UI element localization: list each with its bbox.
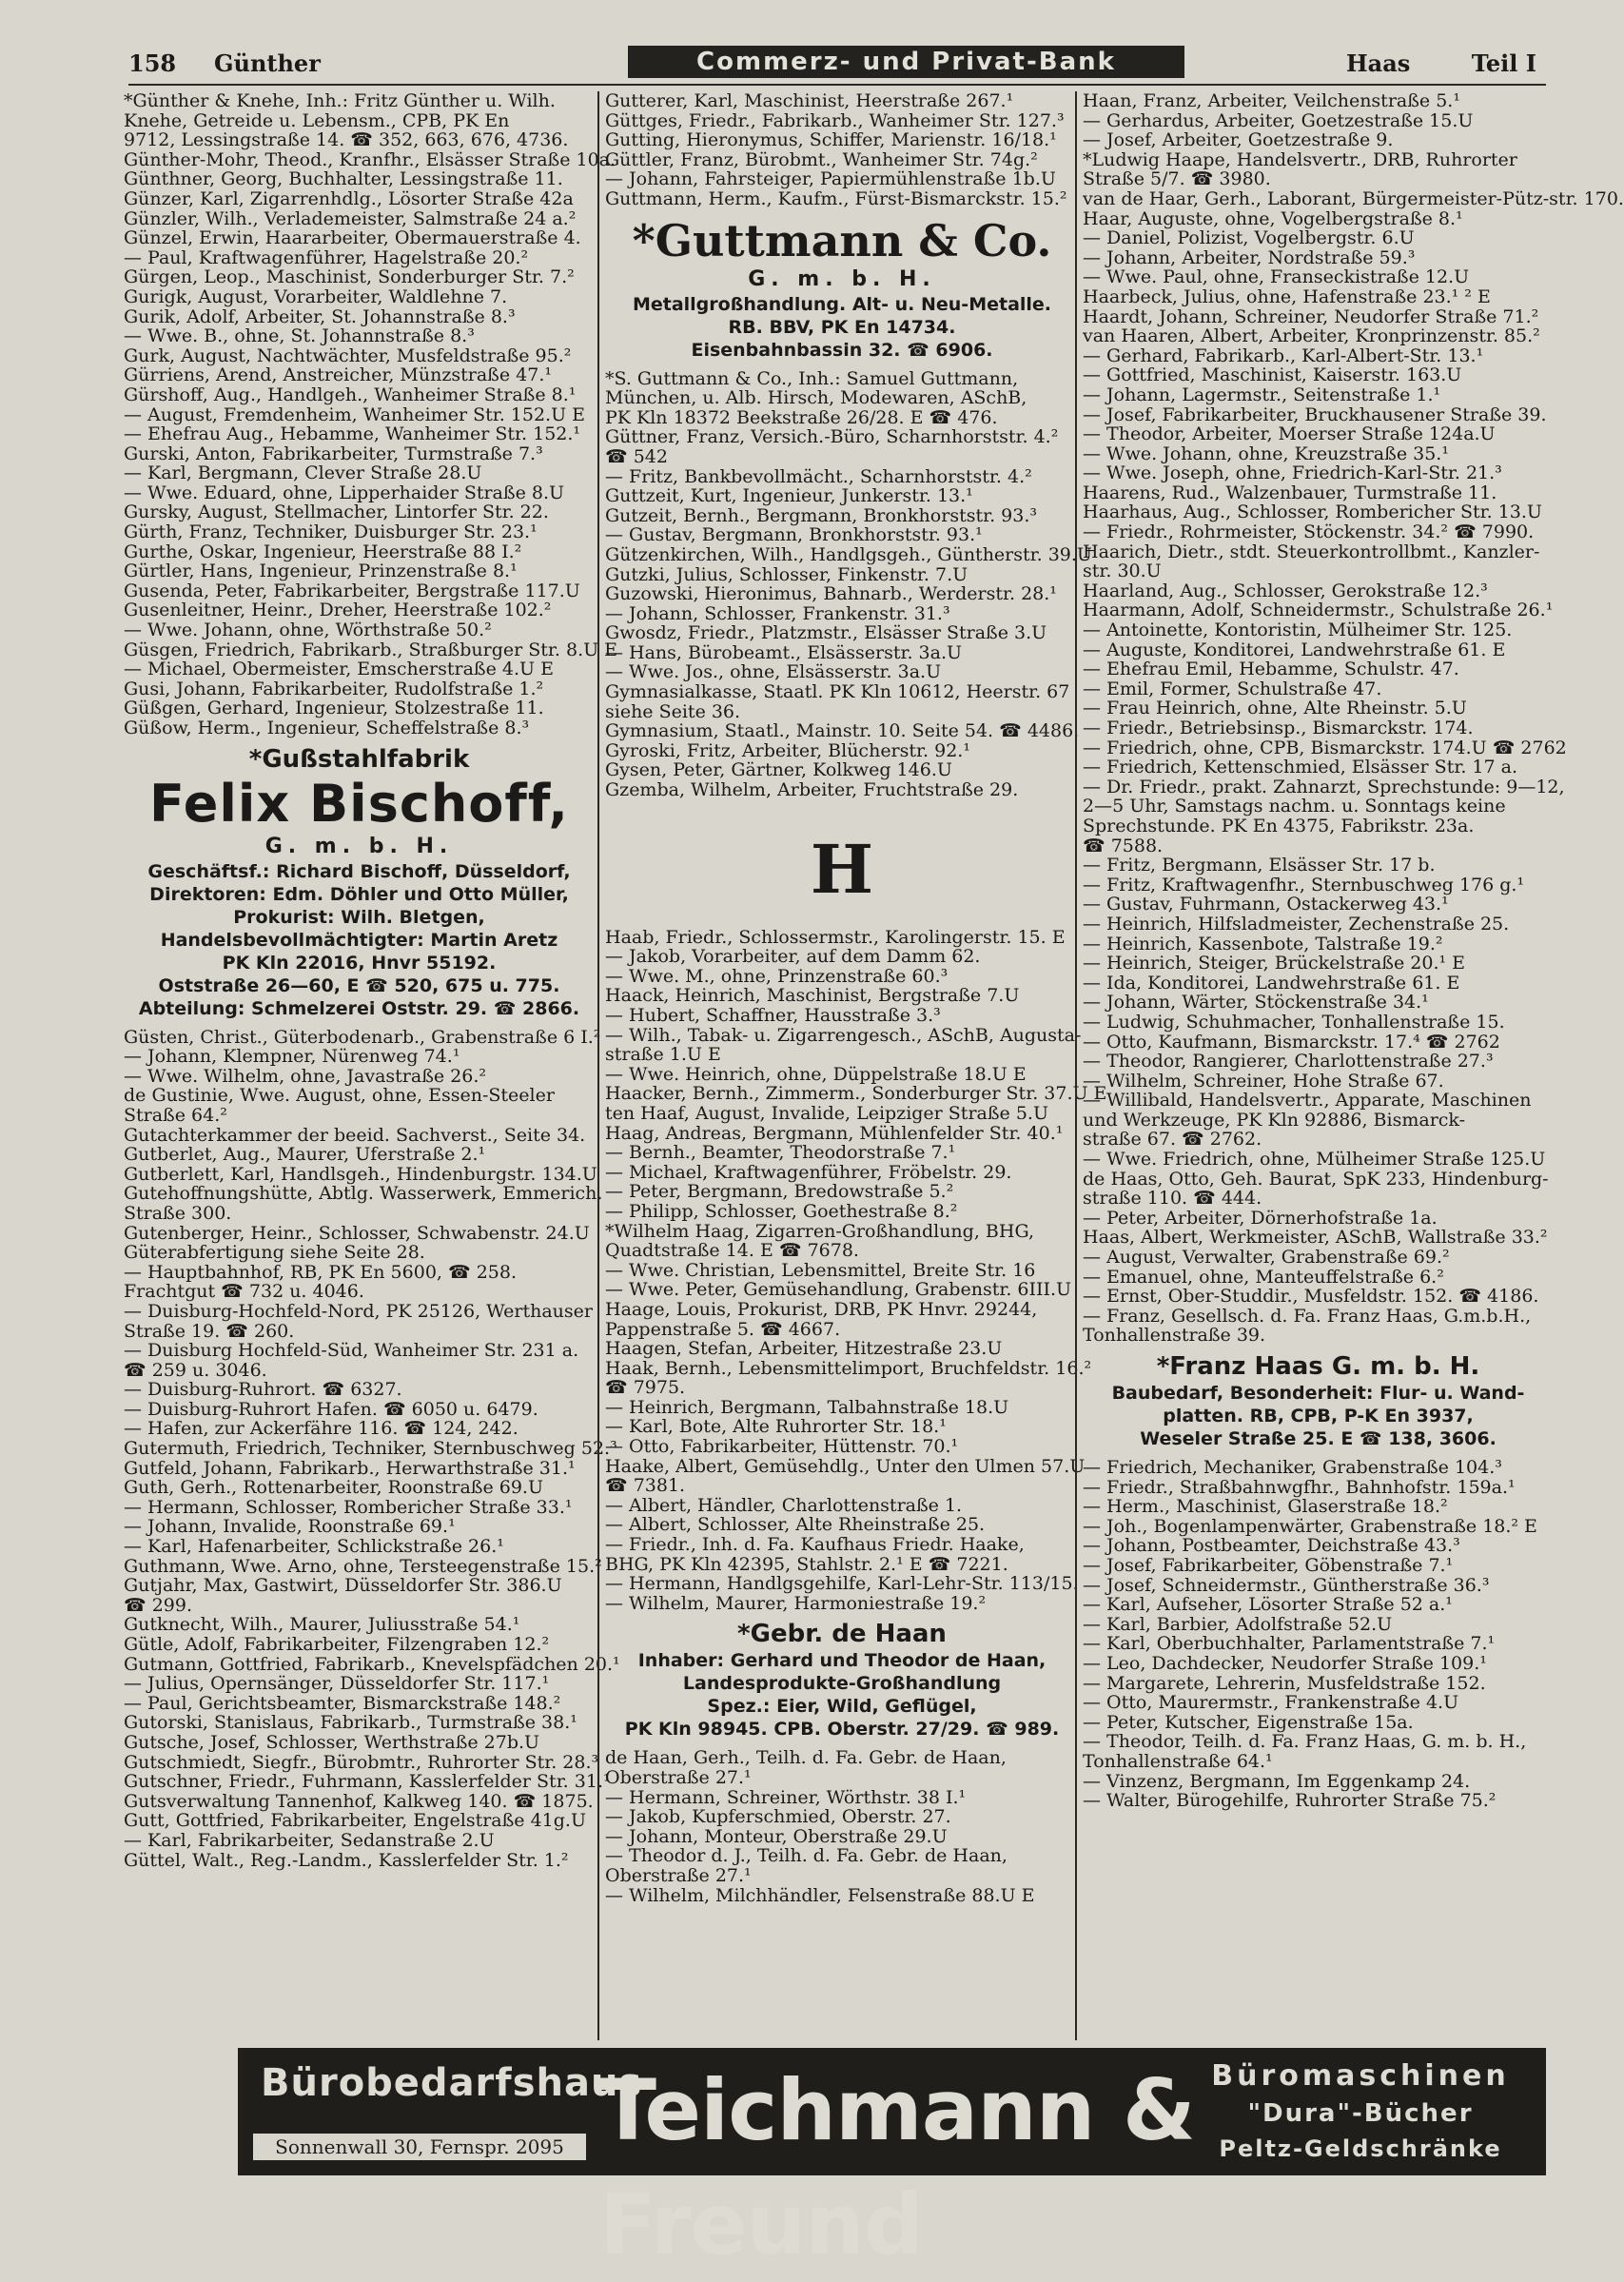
col2-entries-d <box>605 1748 1079 1905</box>
ad-franz-haas-lines <box>1083 1382 1554 1450</box>
column-3 <box>1075 90 1624 2040</box>
directory-entry: ten Haaf, August, Invalide, Leipziger Straße 5.U <box>605 1102 1048 1124</box>
directory-entry: Haag, Andreas, Bergmann, Mühlenfelder Str. 40.¹ <box>605 1122 1064 1144</box>
ad-gebr-de-haan-name: *Gebr. de Haan <box>737 1620 947 1649</box>
col3-entries-a <box>1083 90 1624 1347</box>
directory-entry: — Ernst, Ober-Studdir., Musfeldstr. 152. ☎ 4186. <box>1083 1286 1539 1308</box>
directory-entry: Haan, Franz, Arbeiter, Veilchenstraße 5.¹ <box>1083 90 1460 111</box>
directory-entry: — Duisburg-Ruhrort. ☎ 6327. <box>124 1379 402 1401</box>
directory-entry: *Wilhelm Haag, Zigarren-Großhandlung, BHG, <box>605 1220 1034 1242</box>
footer-right-line-1: Büromaschinen <box>1211 2059 1510 2093</box>
ad-guttmann-form: G. m. b. H. <box>748 266 936 291</box>
directory-entry: — Willibald, Handelsvertr., Apparate, Maschinen <box>1083 1090 1532 1111</box>
ad-line: Direktoren: Edm. Döhler und Otto Müller, <box>149 883 569 905</box>
directory-entry: — Wwe. Paul, ohne, Franseckistraße 12.U <box>1083 266 1470 288</box>
ad-felix-bischoff-lines <box>124 860 595 1020</box>
directory-entry: — Friedr., Rohrmeister, Stöckenstr. 34.² ☎ 7990. <box>1083 521 1535 543</box>
directory-entry: — Wwe. Heinrich, ohne, Düppelstraße 18.U E <box>605 1063 1027 1085</box>
directory-entry: Haack, Heinrich, Maschinist, Bergstraße 7.U <box>605 985 1020 1007</box>
directory-entry: — Wwe. Christian, Lebensmittel, Breite Str. 16 <box>605 1259 1036 1281</box>
directory-entry: Haagen, Stefan, Arbeiter, Hitzestraße 23.U <box>605 1338 1003 1360</box>
directory-entry: Haab, Friedr., Schlossermstr., Karolingerstr. 15. E <box>605 926 1066 948</box>
directory-entry: — Hermann, Schreiner, Wörthstr. 38 I.¹ <box>605 1786 967 1808</box>
directory-entry: ☎ 7975. <box>605 1377 686 1399</box>
header-from-name: Günther <box>214 49 321 77</box>
directory-entry: — Friedrich, ohne, CPB, Bismarckstr. 174.U ☎ 2762 <box>1083 737 1567 758</box>
directory-entry: Gysen, Peter, Gärtner, Kolkweg 146.U <box>605 759 952 781</box>
directory-entry: Haardt, Johann, Schreiner, Neudorfer Straße 71.² <box>1083 305 1539 327</box>
directory-entry: — Gerhard, Fabrikarb., Karl-Albert-Str. 13.¹ <box>1083 344 1484 366</box>
directory-entry: Gürriens, Arend, Anstreicher, Münzstraße 47.¹ <box>124 364 552 386</box>
column-1 <box>124 90 620 2040</box>
directory-entry: Günther-Mohr, Theod., Kranfhr., Elsässer Straße 10a. <box>124 148 616 170</box>
directory-entry: ☎ 542 <box>605 445 668 467</box>
directory-entry: de Gustinie, Wwe. August, ohne, Essen-Steeler <box>124 1085 555 1107</box>
directory-entry: Haas, Albert, Werkmeister, ASchB, Wallstraße 33.² <box>1083 1227 1548 1249</box>
directory-entry: Gutorski, Stanislaus, Fabrikarb., Turmstraße 38.¹ <box>124 1712 577 1734</box>
directory-entry: Gurik, Adolf, Arbeiter, St. Johannstraße 8.³ <box>124 305 516 327</box>
directory-entry: — Jakob, Vorarbeiter, auf dem Damm 62. <box>605 946 981 968</box>
directory-entry: Oberstraße 27.¹ <box>605 1767 752 1788</box>
col1-entries-a <box>124 90 618 738</box>
directory-entry: siehe Seite 36. <box>605 700 741 722</box>
directory-entry: Gutsverwaltung Tannenhof, Kalkweg 140. ☎ 1875. <box>124 1790 594 1812</box>
directory-entry: Haak, Bernh., Lebensmittelimport, Bruchfeldstr. 16.² <box>605 1357 1092 1379</box>
directory-entry: Günzler, Wilh., Verlademeister, Salmstraße 24 a.² <box>124 207 577 229</box>
directory-entry: — Josef, Fabrikarbeiter, Göbenstraße 7.¹ <box>1083 1554 1454 1576</box>
ad-line: Landesprodukte-Großhandlung <box>682 1673 1002 1695</box>
directory-entry: Gütle, Adolf, Fabrikarbeiter, Filzengraben 12.² <box>124 1634 550 1655</box>
directory-entry: Haar, Auguste, ohne, Vogelbergstraße 8.¹ <box>1083 207 1463 229</box>
directory-entry: Gutterer, Karl, Maschinist, Heerstraße 267.¹ <box>605 90 1014 111</box>
directory-entry: Haake, Albert, Gemüsehdlg., Unter den Ulmen 57.U <box>605 1455 1086 1477</box>
directory-entry: Gutjahr, Max, Gastwirt, Düsseldorfer Str. 386.U <box>124 1575 562 1597</box>
col1-entries-b <box>124 1026 620 1871</box>
directory-entry: Gyroski, Fritz, Arbeiter, Blücherstr. 92.¹ <box>605 739 970 761</box>
directory-entry: — Albert, Händler, Charlottenstraße 1. <box>605 1494 963 1516</box>
directory-entry: — Johann, Fahrsteiger, Papiermühlenstraße 1b.U <box>605 168 1056 190</box>
directory-entry: — Wwe. Jos., ohne, Elsässerstr. 3a.U <box>605 661 942 683</box>
directory-entry: — Walter, Bürogehilfe, Ruhrorter Straße 75.² <box>1083 1790 1497 1812</box>
directory-entry: — Hafen, zur Ackerfähre 116. ☎ 124, 242. <box>124 1418 519 1440</box>
directory-entry: Gürshoff, Aug., Handlgeh., Wanheimer Straße 8.¹ <box>124 384 577 405</box>
directory-entry: — Paul, Gerichtsbeamter, Bismarckstraße 148.² <box>124 1692 561 1714</box>
directory-entry: Güttler, Franz, Bürobmt., Wanheimer Str. 74g.² <box>605 148 1038 170</box>
directory-entry: Gymnasialkasse, Staatl. PK Kln 10612, Heerstr. 67 <box>605 681 1070 703</box>
directory-entry: — Otto, Fabrikarbeiter, Hüttenstr. 70.¹ <box>605 1436 959 1458</box>
directory-entry: Gutknecht, Wilh., Maurer, Juliusstraße 54.¹ <box>124 1614 520 1636</box>
directory-entry: Gutting, Hieronymus, Schiffer, Marienstr. 16/18.¹ <box>605 129 1057 151</box>
directory-entry: Gutsche, Josef, Schlosser, Werthstraße 27b.U <box>124 1731 540 1753</box>
directory-entry: Gusenleitner, Heinr., Dreher, Heerstraße 102.² <box>124 600 552 621</box>
directory-entry: str. 30.U <box>1083 561 1162 582</box>
ad-line: RB. BBV, PK En 14734. <box>728 316 956 338</box>
directory-entry: Tonhallenstraße 64.¹ <box>1083 1750 1273 1772</box>
directory-entry: ☎ 7381. <box>605 1475 686 1497</box>
directory-entry: Haarich, Dietr., stdt. Steuerkontrollbmt., Kanzler- <box>1083 541 1540 562</box>
ad-gebr-de-haan <box>605 1619 1079 1741</box>
directory-entry: — Peter, Kutscher, Eigenstraße 15a. <box>1083 1711 1414 1733</box>
directory-entry: — Gustav, Bergmann, Bronkhorststr. 93.¹ <box>605 524 983 546</box>
directory-entry: — Theodor d. J., Teilh. d. Fa. Gebr. de Haan, <box>605 1845 1008 1867</box>
footer-address: Sonnenwall 30, Fernspr. 2095 <box>253 2134 586 2160</box>
directory-entry: — Herm., Maschinist, Glaserstraße 18.² <box>1083 1496 1448 1518</box>
directory-entry: Gurk, August, Nachtwächter, Musfeldstraße 95.² <box>124 344 572 366</box>
directory-entry: — August, Verwalter, Grabenstraße 69.² <box>1083 1247 1450 1269</box>
directory-entry: Gurthe, Oskar, Ingenieur, Heerstraße 88 I.² <box>124 541 522 562</box>
directory-entry: — Ehefrau Aug., Hebamme, Wanheimer Str. 152.¹ <box>124 423 581 445</box>
ad-felix-bischoff-name: Felix Bischoff, <box>149 773 569 834</box>
directory-entry: — Otto, Maurermstr., Frankenstraße 4.U <box>1083 1692 1459 1714</box>
directory-entry: Straße 300. <box>124 1202 232 1224</box>
directory-entry: — Heinrich, Bergmann, Talbahnstraße 18.U <box>605 1396 1009 1418</box>
directory-entry: Gutehoffnungshütte, Abtlg. Wasserwerk, Emmerich. <box>124 1183 603 1205</box>
directory-entry: — Franz, Gesellsch. d. Fa. Franz Haas, G.m.b.H., <box>1083 1305 1532 1327</box>
directory-entry: — Gustav, Fuhrmann, Ostackerweg 43.¹ <box>1083 894 1449 915</box>
directory-entry: Güsten, Christ., Güterbodenarb., Grabenstraße 6 I.² <box>124 1026 601 1048</box>
directory-entry: — Johann, Invalide, Roonstraße 69.¹ <box>124 1516 456 1538</box>
directory-entry: Güttel, Walt., Reg.-Landm., Kasslerfelder Str. 1.² <box>124 1849 569 1871</box>
directory-entry: — Friedrich, Kettenschmied, Elsässer Str. 17 a. <box>1083 757 1517 778</box>
directory-entry: Gützenkirchen, Wilh., Handlgsgeh., Güntherstr. 39.U <box>605 543 1092 565</box>
col3-entries-b <box>1083 1458 1554 1811</box>
directory-entry: — Ludwig, Schuhmacher, Tonhallenstraße 15. <box>1083 1011 1505 1033</box>
ad-gebr-de-haan-lines <box>605 1649 1079 1741</box>
directory-entry: — Wwe. Eduard, ohne, Lipperhaider Straße 8.U <box>124 482 565 503</box>
directory-entry: Gutt, Gottfried, Fabrikarbeiter, Engelstraße 41g.U <box>124 1810 586 1832</box>
directory-entry: 2—5 Uhr, Samstags nachm. u. Sonntags keine <box>1083 796 1506 817</box>
directory-entry: — Karl, Aufseher, Lösorter Straße 52 a.¹ <box>1083 1594 1453 1616</box>
directory-entry: Gwosdz, Friedr., Platzmstr., Elsässer Straße 3.U <box>605 622 1047 644</box>
directory-entry: Guthmann, Wwe. Arno, ohne, Tersteegenstraße 15.² <box>124 1555 602 1577</box>
directory-entry: — Wilhelm, Schreiner, Hohe Straße 67. <box>1083 1070 1444 1092</box>
directory-entry: — Fritz, Bergmann, Elsässer Str. 17 b. <box>1083 855 1436 876</box>
footer-company-name: Teichmann & Freund <box>599 2061 1195 2273</box>
directory-entry: Straße 19. ☎ 260. <box>124 1320 295 1342</box>
directory-entry: Gutzki, Julius, Schlosser, Finkenstr. 7.U <box>605 563 969 585</box>
directory-entry: Oberstraße 27.¹ <box>605 1864 752 1886</box>
directory-entry: — Wilhelm, Milchhändler, Felsenstraße 88.U E <box>605 1884 1035 1906</box>
directory-entry: — Friedr., Inh. d. Fa. Kaufhaus Friedr. Haake, <box>605 1534 1025 1556</box>
directory-entry: Gutermuth, Friedrich, Techniker, Sternbuschweg 52.³ <box>124 1438 617 1460</box>
directory-entry: Gzemba, Wilhelm, Arbeiter, Fruchtstraße 29. <box>605 779 1019 801</box>
directory-entry: Pappenstraße 5. ☎ 4667. <box>605 1318 841 1340</box>
directory-entry: Haage, Louis, Prokurist, DRB, PK Hnvr. 29244, <box>605 1298 1038 1320</box>
footer-left-top: Bürobedarfshaus <box>261 2061 643 2105</box>
ad-line: Abteilung: Schmelzerei Oststr. 29. ☎ 2866. <box>138 997 580 1019</box>
directory-entry: — Hans, Bürobeamt., Elsässerstr. 3a.U <box>605 641 963 663</box>
directory-entry: straße 67. ☎ 2762. <box>1083 1129 1262 1151</box>
directory-entry: *Günther & Knehe, Inh.: Fritz Günther u. Wilh. <box>124 90 556 111</box>
directory-entry: Haarhaus, Aug., Schlosser, Rombericher Str. 13.U <box>1083 502 1542 523</box>
ad-line: Eisenbahnbassin 32. ☎ 6906. <box>691 339 993 361</box>
directory-entry: — Peter, Bergmann, Bredowstraße 5.² <box>605 1181 954 1203</box>
directory-entry: Gutachterkammer der beeid. Sachverst., Seite 34. <box>124 1124 586 1146</box>
directory-entry: Gutberlett, Karl, Handlsgeh., Hindenburgstr. 134.U <box>124 1163 597 1185</box>
directory-entry: Güttges, Friedr., Fabrikarb., Wanheimer Str. 127.³ <box>605 109 1065 131</box>
ad-felix-bischoff-title: *Gußstahlfabrik <box>248 744 470 774</box>
ad-guttmann-name: *Guttmann & Co. <box>632 214 1052 266</box>
directory-entry: Haarbeck, Julius, ohne, Hafenstraße 23.¹ ² E <box>1083 285 1491 307</box>
directory-entry: Tonhallenstraße 39. <box>1083 1325 1266 1347</box>
directory-entry: — Albert, Schlosser, Alte Rheinstraße 25. <box>605 1514 986 1536</box>
directory-entry: Gutfeld, Johann, Fabrikarb., Herwarthstraße 31.¹ <box>124 1457 576 1479</box>
directory-entry: — Duisburg-Ruhrort Hafen. ☎ 6050 u. 6479. <box>124 1398 538 1420</box>
directory-entry: Straße 5/7. ☎ 3980. <box>1083 168 1271 190</box>
col2-entries-b <box>605 367 1092 801</box>
column-2 <box>597 90 1107 2040</box>
directory-entry: — Wwe. Johann, ohne, Kreuzstraße 35.¹ <box>1083 443 1449 464</box>
directory-entry: straße 1.U E <box>605 1044 721 1066</box>
ad-line: Metallgroßhandlung. Alt- u. Neu-Metalle. <box>632 293 1052 315</box>
directory-entry: — August, Fremdenheim, Wanheimer Str. 152.U E <box>124 403 586 425</box>
directory-entry: — Joh., Bogenlampenwärter, Grabenstraße 18.² E <box>1083 1515 1537 1537</box>
directory-entry: — Frau Heinrich, ohne, Alte Rheinstr. 5.U <box>1083 698 1467 719</box>
directory-entry: straße 110. ☎ 444. <box>1083 1188 1262 1210</box>
directory-entry: Gürth, Franz, Techniker, Duisburger Str. 23.¹ <box>124 521 538 543</box>
directory-entry: — Johann, Lagermstr., Seitenstraße 1.¹ <box>1083 384 1441 405</box>
ad-line: PK Kln 22016, Hnvr 55192. <box>222 952 497 974</box>
page-number: 158 <box>128 49 177 77</box>
directory-entry: de Haas, Otto, Geh. Baurat, SpK 233, Hindenburg- <box>1083 1168 1549 1190</box>
ad-guttmann <box>605 215 1079 362</box>
directory-entry: Knehe, Getreide u. Lebensm., CPB, PK En <box>124 109 510 131</box>
directory-entry: Günzer, Karl, Zigarrenhdlg., Lösorter Straße 42a <box>124 187 574 209</box>
directory-entry: — Friedr., Betriebsinsp., Bismarckstr. 174. <box>1083 718 1474 738</box>
directory-entry: Haarland, Aug., Schlosser, Gerokstraße 12.³ <box>1083 580 1488 601</box>
directory-entry: — Auguste, Konditorei, Landwehrstraße 61. E <box>1083 639 1506 660</box>
footer-right-line-3: Peltz-Geldschränke <box>1219 2135 1502 2162</box>
directory-entry: — Heinrich, Hilfsladmeister, Zechenstraße 25. <box>1083 913 1510 934</box>
header-part: Teil I <box>1471 49 1536 77</box>
directory-entry: — Josef, Schneidermstr., Güntherstraße 36.³ <box>1083 1574 1490 1596</box>
directory-entry: — Johann, Postbeamter, Deichstraße 43.³ <box>1083 1535 1460 1557</box>
directory-entry: — Wwe. Wilhelm, ohne, Javastraße 26.² <box>124 1065 487 1087</box>
directory-entry: — Wwe. Peter, Gemüsehandlung, Grabenstr. 6III.U <box>605 1279 1072 1301</box>
directory-entry: — Leo, Dachdecker, Neudorfer Straße 109.¹ <box>1083 1652 1487 1674</box>
ad-franz-haas <box>1083 1351 1554 1450</box>
directory-entry: Gutmann, Gottfried, Fabrikarb., Knevelspfädchen 20.¹ <box>124 1653 620 1675</box>
directory-entry: — Heinrich, Kassenbote, Talstraße 19.² <box>1083 933 1443 954</box>
directory-entry: — Karl, Bergmann, Clever Straße 28.U <box>124 462 482 484</box>
directory-entry: — Wilhelm, Maurer, Harmoniestraße 19.² <box>605 1592 987 1614</box>
directory-entry: Gymnasium, Staatl., Mainstr. 10. Seite 54. ☎ 4486. <box>605 720 1080 742</box>
directory-entry: — Johann, Klempner, Nürenweg 74.¹ <box>124 1046 460 1068</box>
directory-entry: — Karl, Hafenarbeiter, Schlickstraße 26.¹ <box>124 1536 504 1558</box>
directory-entry: — Michael, Kraftwagenführer, Fröbelstr. 29. <box>605 1161 1012 1183</box>
ad-felix-bischoff-form: G. m. b. H. <box>264 834 454 858</box>
ad-line: Prokurist: Wilh. Bletgen, <box>233 906 485 928</box>
directory-entry: — Theodor, Rangierer, Charlottenstraße 27.³ <box>1083 1051 1494 1072</box>
directory-entry: van de Haar, Gerh., Laborant, Bürgermeister-Pütz-str. 170. <box>1083 187 1624 209</box>
directory-entry: — Ehefrau Emil, Hebamme, Schulstr. 47. <box>1083 659 1459 680</box>
ad-line: Weseler Straße 25. E ☎ 138, 3606. <box>1140 1428 1497 1449</box>
directory-entry: — Hauptbahnhof, RB, PK En 5600, ☎ 258. <box>124 1261 517 1283</box>
directory-entry: — Duisburg Hochfeld-Süd, Wanheimer Str. 231 a. <box>124 1340 579 1362</box>
directory-entry: BHG, PK Kln 42395, Stahlstr. 2.¹ E ☎ 7221. <box>605 1553 1008 1575</box>
directory-entry: — Julius, Opernsänger, Düsseldorfer Str. 117.¹ <box>124 1673 550 1695</box>
directory-entry: Haacker, Bernh., Zimmerm., Sonderburger Str. 37.U E <box>605 1083 1107 1105</box>
footer-right-line-2: "Dura"-Bücher <box>1247 2099 1474 2128</box>
directory-entry: Quadtstraße 14. E ☎ 7678. <box>605 1240 859 1262</box>
col2-entries-c <box>605 926 1107 1614</box>
ad-line: platten. RB, CPB, P-K En 3937, <box>1163 1406 1474 1426</box>
directory-entry: Guzowski, Hieronimus, Bahnarb., Werderstr. 28.¹ <box>605 583 1057 605</box>
directory-entry: — Heinrich, Steiger, Brückelstraße 20.¹ E <box>1083 953 1466 974</box>
directory-entry: Gusenda, Peter, Fabrikarbeiter, Bergstraße 117.U <box>124 580 580 601</box>
directory-entry: — Otto, Kaufmann, Bismarckstr. 17.⁴ ☎ 2762 <box>1083 1031 1500 1052</box>
header-to-name: Haas <box>1346 49 1411 77</box>
directory-entry: de Haan, Gerh., Teilh. d. Fa. Gebr. de Haan, <box>605 1747 1007 1769</box>
directory-entry: Güsgen, Friedrich, Fabrikarb., Straßburger Str. 8.U E <box>124 639 618 660</box>
directory-entry: und Werkzeuge, PK Kln 92886, Bismarck- <box>1083 1109 1466 1131</box>
ad-line: Spez.: Eier, Wild, Geflügel, <box>707 1696 977 1718</box>
directory-entry: — Hermann, Handlgsgehilfe, Karl-Lehr-Str. 113/15. <box>605 1573 1079 1595</box>
directory-entry: *S. Guttmann & Co., Inh.: Samuel Guttmann, <box>605 367 1019 389</box>
directory-entry: Güßow, Herm., Ingenieur, Scheffelstraße 8.³ <box>124 718 530 738</box>
ad-franz-haas-name: *Franz Haas G. m. b. H. <box>1156 1352 1480 1381</box>
directory-entry: ☎ 7588. <box>1083 835 1164 856</box>
directory-entry: Gurski, Anton, Fabrikarbeiter, Turmstraße 7.³ <box>124 443 543 464</box>
ad-line: PK Kln 98945. CPB. Oberstr. 27/29. ☎ 989. <box>624 1719 1060 1741</box>
ad-felix-bischoff <box>124 744 595 1020</box>
directory-entry: — Josef, Fabrikarbeiter, Bruckhausener Straße 39. <box>1083 403 1547 425</box>
directory-entry: — Johann, Monteur, Oberstraße 29.U <box>605 1825 948 1847</box>
page-header <box>128 46 1546 86</box>
directory-entry: — Friedrich, Mechaniker, Grabenstraße 104.³ <box>1083 1457 1502 1478</box>
directory-entry: Güßgen, Gerhard, Ingenieur, Stolzestraße 11. <box>124 698 544 719</box>
directory-entry: — Margarete, Lehrerin, Musfeldstraße 152. <box>1083 1672 1486 1694</box>
directory-entry: Haarens, Rud., Walzenbauer, Turmstraße 11. <box>1083 482 1497 503</box>
directory-entry: — Hermann, Schlosser, Rombericher Straße 33.¹ <box>124 1496 573 1518</box>
ad-line: Inhaber: Gerhard und Theodor de Haan, <box>637 1650 1047 1672</box>
directory-entry: — Paul, Kraftwagenführer, Hagelstraße 20.² <box>124 246 529 268</box>
directory-entry: München, u. Alb. Hirsch, Modewaren, ASchB, <box>605 387 1027 409</box>
directory-entry: Guttzeit, Kurt, Ingenieur, Junkerstr. 13.¹ <box>605 485 973 507</box>
directory-entry: Gurigk, August, Vorarbeiter, Waldlehne 7. <box>124 285 508 307</box>
directory-entry: — Johann, Schlosser, Frankenstr. 31.³ <box>605 602 950 624</box>
directory-entry: — Johann, Wärter, Stöckenstraße 34.¹ <box>1083 992 1429 1013</box>
directory-entry: — Duisburg-Hochfeld-Nord, PK 25126, Werthauser <box>124 1300 593 1322</box>
directory-entry: — Karl, Fabrikarbeiter, Sedanstraße 2.U <box>124 1829 495 1851</box>
directory-entry: Haarmann, Adolf, Schneidermstr., Schulstraße 26.¹ <box>1083 600 1554 621</box>
directory-entry: — Wwe. M., ohne, Prinzenstraße 60.³ <box>605 965 949 987</box>
directory-entry: — Wwe. Joseph, ohne, Friedrich-Karl-Str. 21.³ <box>1083 462 1502 484</box>
directory-entry: Güttner, Franz, Versich.-Büro, Scharnhorststr. 4.² <box>605 426 1059 448</box>
directory-entry: — Michael, Obermeister, Emscherstraße 4.U E <box>124 659 554 680</box>
footer-advertisement <box>238 2048 1546 2273</box>
ad-line: Handelsbevollmächtigter: Martin Aretz <box>160 929 558 951</box>
directory-entry: ☎ 299. <box>124 1594 193 1616</box>
directory-entry: Günthner, Georg, Buchhalter, Lessingstraße 11. <box>124 168 563 190</box>
section-letter-h: H <box>810 829 874 909</box>
directory-entry: Sprechstunde. PK En 4375, Fabrikstr. 23a. <box>1083 815 1475 836</box>
directory-entry: — Vinzenz, Bergmann, Im Eggenkamp 24. <box>1083 1770 1471 1792</box>
directory-entry: — Fritz, Kraftwagenfhr., Sternbuschweg 176 g.¹ <box>1083 874 1525 895</box>
directory-entry: Gusi, Johann, Fabrikarbeiter, Rudolfstraße 1.² <box>124 678 544 699</box>
header-bank-banner: Commerz- und Privat-Bank <box>628 46 1184 78</box>
footer-right-block <box>1189 2057 1532 2166</box>
directory-entry: — Emil, Former, Schulstraße 47. <box>1083 678 1382 699</box>
directory-entry: *Ludwig Haape, Handelsvertr., DRB, Ruhrorter <box>1083 148 1517 170</box>
directory-entry: — Wilh., Tabak- u. Zigarrengesch., ASchB, Augusta- <box>605 1024 1082 1046</box>
directory-entry: Gutberlet, Aug., Maurer, Uferstraße 2.¹ <box>124 1144 486 1166</box>
directory-entry: — Theodor, Teilh. d. Fa. Franz Haas, G. m. b. H., <box>1083 1731 1527 1753</box>
directory-entry: — Antoinette, Kontoristin, Mülheimer Str. 125. <box>1083 620 1513 641</box>
directory-entry: 9712, Lessingstraße 14. ☎ 352, 663, 676, 4736. <box>124 129 569 151</box>
directory-entry: — Philipp, Schlosser, Goethestraße 8.² <box>605 1200 958 1222</box>
directory-entry: — Johann, Arbeiter, Nordstraße 59.³ <box>1083 246 1416 268</box>
directory-entry: Gutzeit, Bernh., Bergmann, Bronkhorststr. 93.³ <box>605 504 1037 526</box>
directory-entry: — Josef, Arbeiter, Goetzestraße 9. <box>1083 129 1394 151</box>
directory-entry: Gutenberger, Heinr., Schlosser, Schwabenstr. 24.U <box>124 1222 590 1244</box>
directory-entry: — Friedr., Straßbahnwgfhr., Bahnhofstr. 159a.¹ <box>1083 1476 1516 1498</box>
directory-entry: Gutschner, Friedr., Fuhrmann, Kasslerfelder Str. 31.¹ <box>124 1771 611 1793</box>
ad-line: Baubedarf, Besonderheit: Flur- u. Wand- <box>1111 1383 1525 1404</box>
directory-entry: — Wwe. Johann, ohne, Wörthstraße 50.² <box>124 620 492 641</box>
directory-entry: — Jakob, Kupferschmied, Oberstr. 27. <box>605 1806 951 1828</box>
col2-entries-a <box>605 91 1079 209</box>
ad-line: Oststraße 26—60, E ☎ 520, 675 u. 775. <box>158 974 560 996</box>
directory-entry: — Peter, Arbeiter, Dörnerhofstraße 1a. <box>1083 1207 1438 1229</box>
directory-entry: — Bernh., Beamter, Theodorstraße 7.¹ <box>605 1142 956 1164</box>
directory-entry: — Wwe. Friedrich, ohne, Mülheimer Straße 125.U <box>1083 1149 1546 1171</box>
directory-entry: — Karl, Oberbuchhalter, Parlamentstraße 7.¹ <box>1083 1633 1496 1655</box>
directory-entry: — Gerhardus, Arbeiter, Goetzestraße 15.U <box>1083 109 1474 131</box>
directory-entry: Gürgen, Leop., Maschinist, Sonderburger Str. 7.² <box>124 266 575 288</box>
directory-entry: — Gottfried, Maschinist, Kaiserstr. 163.U <box>1083 364 1462 386</box>
directory-entry: — Karl, Bote, Alte Ruhrorter Str. 18.¹ <box>605 1416 947 1438</box>
directory-entry: — Theodor, Arbeiter, Moerser Straße 124a.U <box>1083 423 1496 445</box>
directory-entry: Güterabfertigung siehe Seite 28. <box>124 1242 425 1264</box>
directory-entry: Frachtgut ☎ 732 u. 4046. <box>124 1281 364 1303</box>
directory-entry: Gursky, August, Stellmacher, Lintorfer Str. 22. <box>124 502 549 523</box>
directory-entry: — Emanuel, ohne, Manteuffelstraße 6.² <box>1083 1266 1444 1288</box>
directory-entry: — Fritz, Bankbevollmächt., Scharnhorststr. 4.² <box>605 465 1032 487</box>
directory-entry: — Dr. Friedr., prakt. Zahnarzt, Sprechstunde: 9—12, <box>1083 776 1565 797</box>
directory-entry: — Ida, Konditorei, Landwehrstraße 61. E <box>1083 972 1460 993</box>
directory-entry: van Haaren, Albert, Arbeiter, Kronprinzenstr. 85.² <box>1083 325 1540 347</box>
directory-entry: Gutschmiedt, Siegfr., Bürobmtr., Ruhrorter Str. 28.³ <box>124 1751 599 1773</box>
directory-entry: — Daniel, Polizist, Vogelbergstr. 6.U <box>1083 227 1415 249</box>
directory-entry: — Karl, Barbier, Adolfstraße 52.U <box>1083 1613 1393 1635</box>
ad-guttmann-lines <box>605 293 1079 362</box>
directory-entry: — Wwe. B., ohne, St. Johannstraße 8.³ <box>124 325 475 347</box>
directory-entry: Guth, Gerh., Rottenarbeiter, Roonstraße 69.U <box>124 1477 543 1499</box>
directory-entry: Guttmann, Herm., Kaufm., Fürst-Bismarckstr. 15.² <box>605 187 1067 209</box>
ad-line: Geschäftsf.: Richard Bischoff, Düsseldorf, <box>147 860 571 882</box>
directory-entry: Gürtler, Hans, Ingenieur, Prinzenstraße 8.¹ <box>124 561 518 582</box>
directory-entry: Günzel, Erwin, Haararbeiter, Obermauerstraße 4. <box>124 227 581 249</box>
directory-entry: PK Kln 18372 Beekstraße 26/28. E ☎ 476. <box>605 406 998 428</box>
directory-entry: — Hubert, Schaffner, Hausstraße 3.³ <box>605 1005 941 1026</box>
directory-entry: Straße 64.² <box>124 1104 227 1126</box>
directory-entry: ☎ 259 u. 3046. <box>124 1359 267 1381</box>
